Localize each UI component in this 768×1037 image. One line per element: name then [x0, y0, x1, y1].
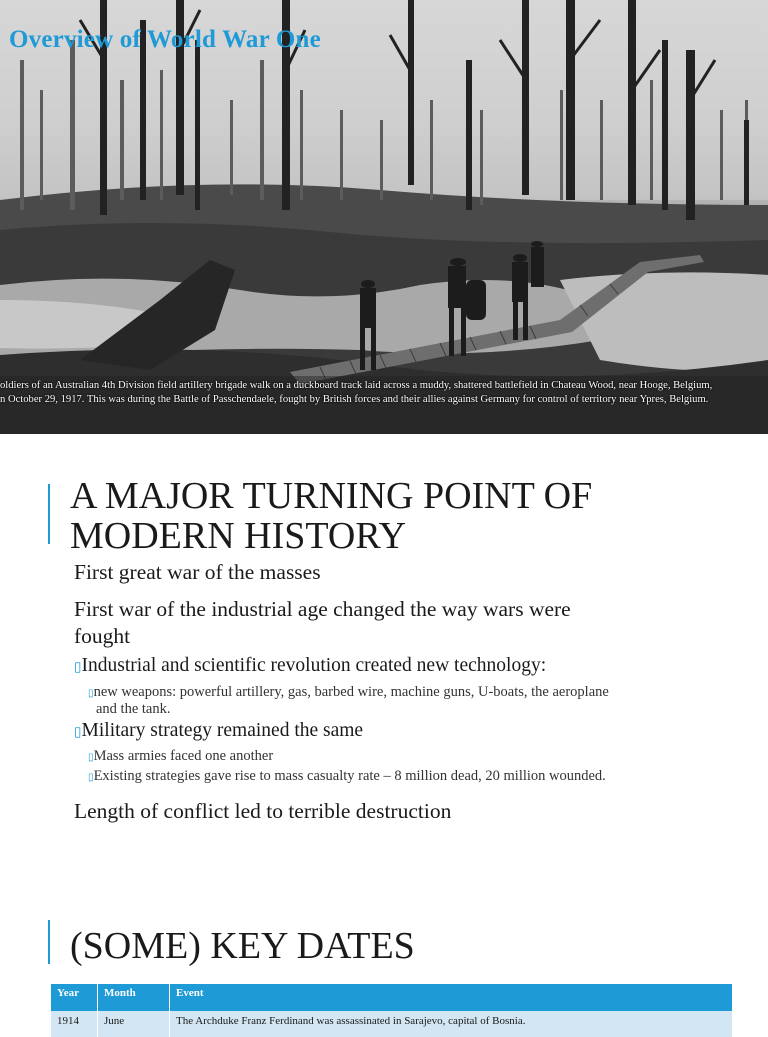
table-header-row — [51, 984, 733, 1011]
bullet-item: First war of the industrial age changed the way wars were — [74, 597, 571, 621]
cell-year: 1914 — [51, 1011, 98, 1037]
bullet-text: Existing strategies gave rise to mass casualty rate – 8 million dead, 20 million wounded. — [93, 768, 606, 784]
bullet-marker-icon: ▯ — [88, 752, 94, 763]
bullet-item — [74, 720, 363, 742]
sub-bullet-item — [88, 748, 273, 765]
bullet-text: Military strategy remained the same — [81, 720, 364, 741]
slide-heading: (SOME) KEY DATES — [70, 925, 415, 967]
bullet-item: First great war of the masses — [74, 560, 321, 584]
heading-accent-bar — [48, 484, 50, 544]
column-header-year: Year — [51, 984, 98, 1011]
table-row — [51, 1011, 733, 1037]
cell-month: June — [98, 1011, 170, 1037]
cell-event: The Archduke Franz Ferdinand was assassinated in Sarajevo, capital of Bosnia. — [170, 1011, 733, 1037]
column-header-month: Month — [98, 984, 170, 1011]
bullet-item — [74, 655, 546, 677]
heading-accent-bar — [48, 920, 50, 964]
bullet-item: Length of conflict led to terrible destruction — [74, 799, 452, 823]
photo-caption — [0, 379, 768, 406]
bullet-marker-icon: ▯ — [74, 659, 82, 674]
column-header-event: Event — [170, 984, 733, 1011]
heading-line-1: A MAJOR TURNING POINT OF — [70, 475, 593, 517]
sub-bullet-continued: and the tank. — [96, 701, 171, 717]
bullet-text: Industrial and scientific revolution created new technology: — [81, 655, 547, 676]
bullet-item-continued: fought — [74, 624, 131, 648]
key-dates-table — [51, 984, 733, 1037]
sub-bullet-item — [88, 768, 606, 785]
heading-line-2: MODERN HISTORY — [70, 515, 407, 557]
photo-slide — [0, 0, 768, 434]
caption-line-1: oldiers of an Australian 4th Division field artillery brigade walk on a duckboard track laid across a muddy, shattered battlefield in Chateau Wood, near Hooge, Belgium, — [0, 380, 713, 391]
slide-title: Overview of World War One — [9, 26, 321, 53]
bullet-text: Mass armies faced one another — [93, 748, 274, 764]
caption-line-2: n October 29, 1917. This was during the Battle of Passchendaele, fought by British forces and their allies against Germany for control of territory near Ypres, Belgium. — [0, 393, 709, 405]
bullet-marker-icon: ▯ — [88, 772, 94, 783]
bullet-text: new weapons: powerful artillery, gas, barbed wire, machine guns, U-boats, the aeroplane — [93, 684, 609, 700]
slide-heading — [70, 476, 750, 556]
sub-bullet-item — [88, 684, 609, 701]
battlefield-photo — [0, 0, 768, 434]
bullet-marker-icon: ▯ — [88, 688, 94, 699]
bullet-marker-icon: ▯ — [74, 724, 82, 739]
